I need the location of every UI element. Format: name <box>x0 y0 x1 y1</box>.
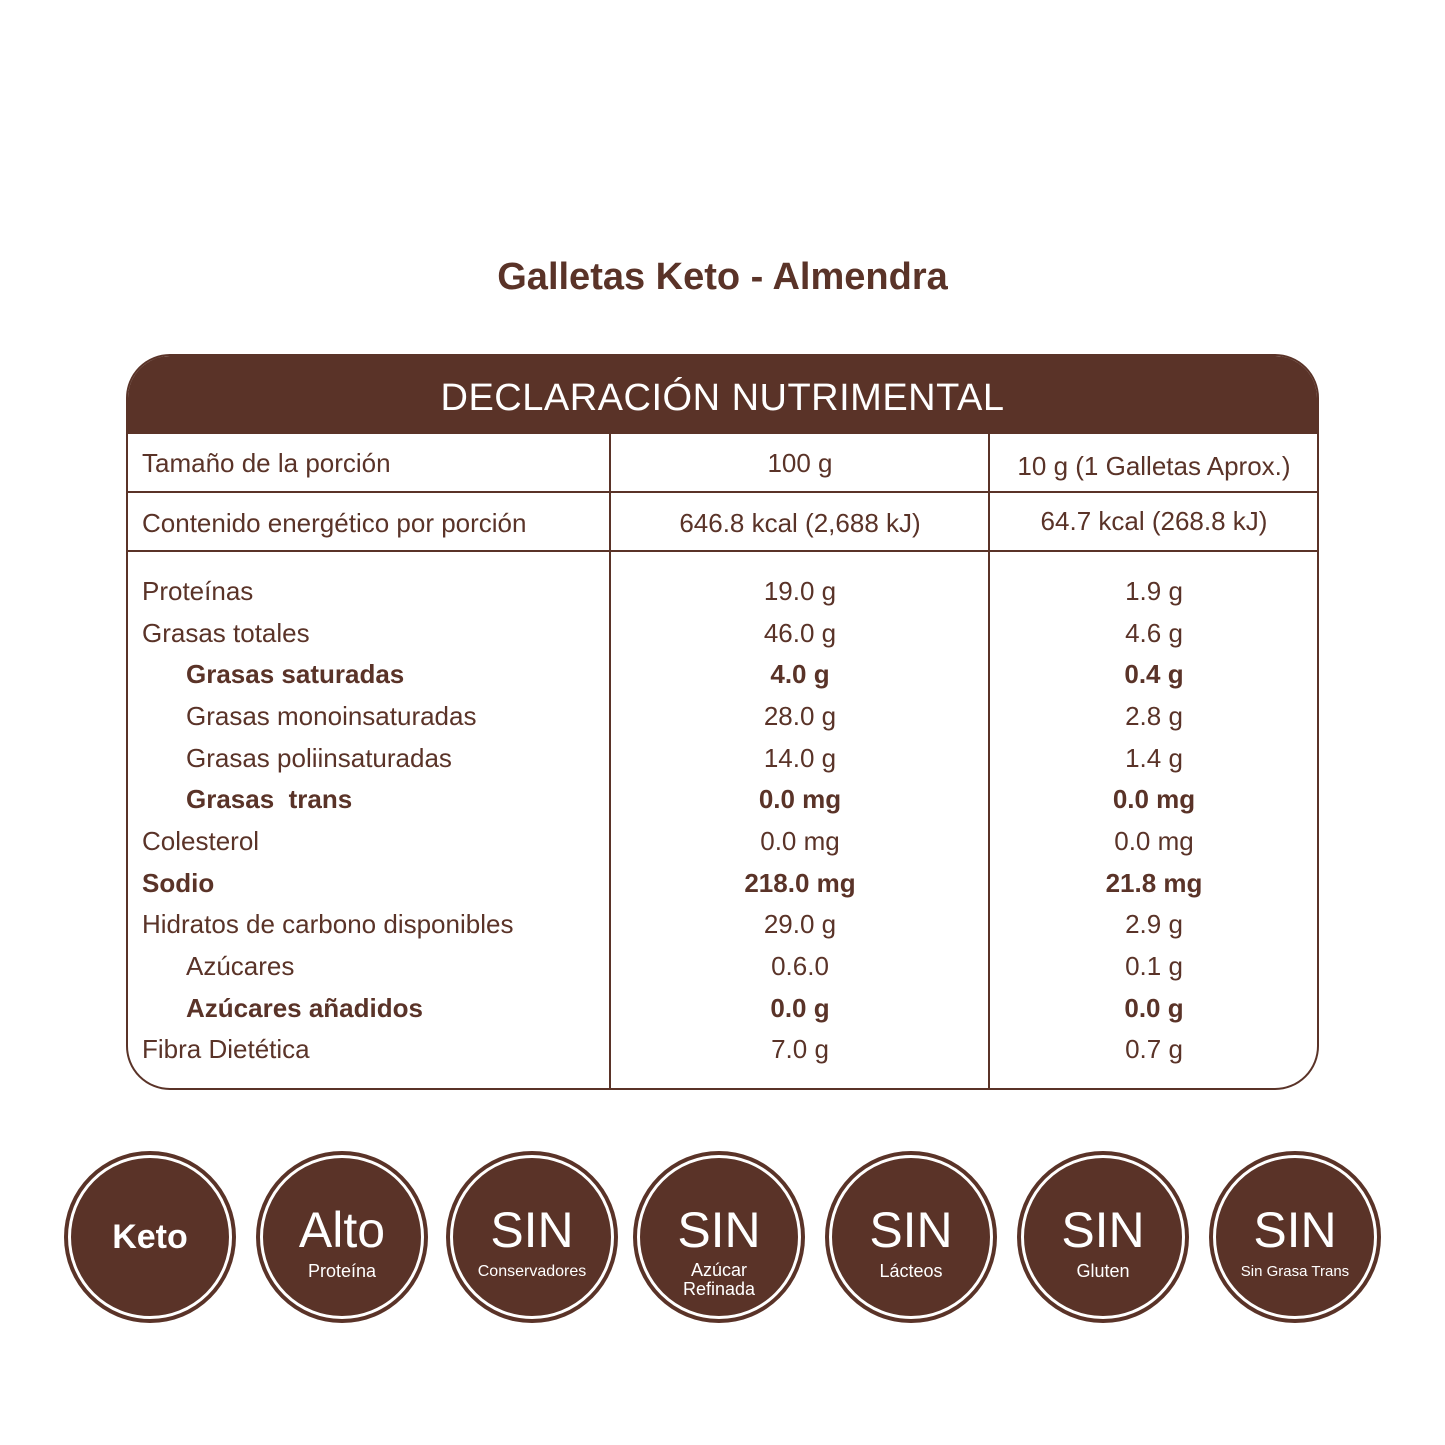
nutrient-value-100g: 28.0 g <box>763 701 837 731</box>
nutrient-label: Azúcares <box>186 951 295 981</box>
gluten-free-badge <box>1017 1151 1189 1323</box>
serving-size-label: Tamaño de la porción <box>142 448 391 478</box>
nutrient-value-100g: 0.6.0 <box>771 951 829 981</box>
panel-header: DECLARACIÓN NUTRIMENTAL <box>128 356 1317 434</box>
nutrient-value-portion: 0.0 mg <box>1114 826 1194 856</box>
badge-text: SIN <box>1061 1202 1145 1258</box>
row-divider <box>128 491 1317 493</box>
badge-subtext: Conservadores <box>477 1263 587 1280</box>
no-refined-sugar-badge <box>633 1151 805 1323</box>
badge-subtext: Gluten <box>1076 1261 1130 1281</box>
nutrient-value-100g: 0.0 mg <box>760 826 840 856</box>
row-divider <box>128 550 1317 552</box>
nutrient-value-portion: 0.0 mg <box>1112 784 1196 814</box>
badge-text: Alto <box>298 1202 386 1258</box>
no-preservatives-badge <box>446 1151 618 1323</box>
high-protein-badge <box>256 1151 428 1323</box>
nutrient-value-100g: 46.0 g <box>763 618 837 648</box>
nutrient-value-portion: 0.4 g <box>1124 659 1184 689</box>
nutrition-facts-panel <box>126 354 1319 1090</box>
nutrient-value-portion: 0.1 g <box>1125 951 1183 981</box>
nutrient-label: Grasas trans <box>186 784 353 814</box>
nutrient-value-100g: 19.0 g <box>763 576 837 606</box>
nutrient-value-portion: 4.6 g <box>1125 618 1183 648</box>
no-dairy-badge <box>825 1151 997 1323</box>
no-trans-fat-badge <box>1209 1151 1381 1323</box>
nutrient-value-100g: 218.0 mg <box>744 868 856 898</box>
badge-text: SIN <box>1253 1202 1337 1258</box>
badge-subtext: Sin Grasa Trans <box>1240 1263 1350 1280</box>
badge-subtext: Proteína <box>307 1261 377 1281</box>
nutrient-label: Grasas poliinsaturadas <box>186 743 452 773</box>
badge-subtext: Lácteos <box>879 1261 943 1281</box>
serving-size-portion: 10 g (1 Galletas Aprox.) <box>1017 451 1291 481</box>
keto-badge <box>64 1151 236 1323</box>
nutrient-label: Colesterol <box>142 826 260 856</box>
energy-portion: 64.7 kcal (268.8 kJ) <box>1040 506 1268 536</box>
nutrient-label: Azúcares añadidos <box>186 993 423 1023</box>
nutrient-value-portion: 1.4 g <box>1125 743 1183 773</box>
nutrient-label: Grasas saturadas <box>186 659 405 689</box>
nutrient-value-100g: 29.0 g <box>763 909 837 939</box>
nutrient-label: Grasas totales <box>142 618 310 648</box>
product-title: Galletas Keto - Almendra <box>497 256 948 298</box>
nutrient-value-portion: 0.0 g <box>1124 993 1184 1023</box>
badge-text: SIN <box>869 1202 953 1258</box>
nutrient-value-portion: 2.9 g <box>1125 909 1183 939</box>
serving-size-100g: 100 g <box>767 448 833 478</box>
badge-text: SIN <box>677 1202 761 1258</box>
nutrient-label: Sodio <box>142 868 215 898</box>
badge-subtext: Azúcar Refinada <box>682 1260 756 1299</box>
energy-label: Contenido energético por porción <box>142 508 527 538</box>
nutrient-value-portion: 0.7 g <box>1125 1034 1183 1064</box>
nutrient-value-100g: 4.0 g <box>770 659 830 689</box>
nutrient-value-portion: 21.8 mg <box>1105 868 1203 898</box>
nutrient-value-portion: 1.9 g <box>1125 576 1183 606</box>
nutrient-value-100g: 0.0 g <box>770 993 830 1023</box>
nutrient-label: Fibra Dietética <box>142 1034 310 1064</box>
nutrient-value-100g: 14.0 g <box>763 743 837 773</box>
badge-text: SIN <box>490 1202 574 1258</box>
badge-text: Keto <box>112 1218 188 1256</box>
nutrient-label: Hidratos de carbono disponibles <box>142 909 514 939</box>
nutrient-label: Grasas monoinsaturadas <box>186 701 477 731</box>
nutrient-value-portion: 2.8 g <box>1125 701 1183 731</box>
nutrient-value-100g: 7.0 g <box>771 1034 829 1064</box>
nutrient-value-100g: 0.0 mg <box>758 784 842 814</box>
nutrient-label: Proteínas <box>142 576 254 606</box>
energy-100g: 646.8 kcal (2,688 kJ) <box>679 508 921 538</box>
